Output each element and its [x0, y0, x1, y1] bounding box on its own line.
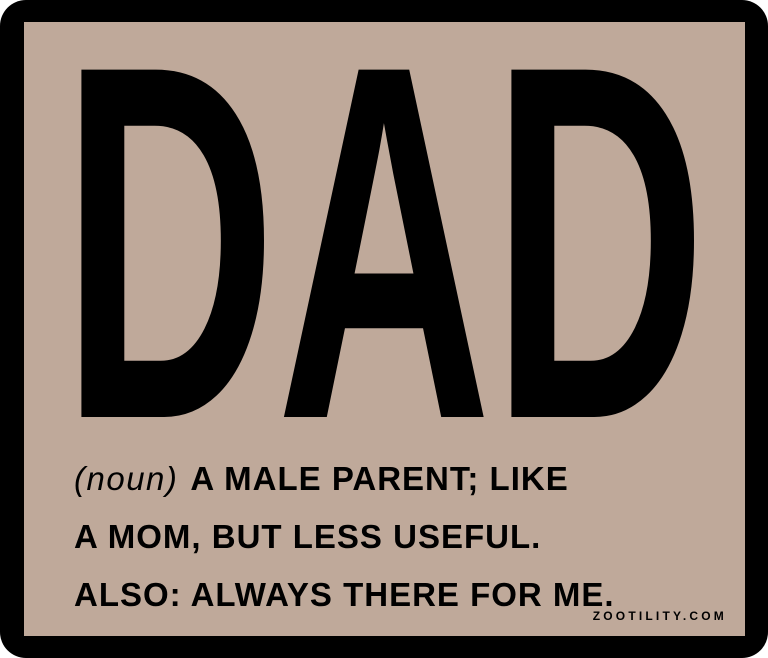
headline-text: DAD [61, 52, 707, 452]
definition-line-3: ALSO: ALWAYS THERE FOR ME. [74, 576, 615, 613]
headline-dad [24, 52, 745, 452]
brand-credit: ZOOTILITY.COM [592, 609, 727, 623]
definition-line-1 [74, 450, 724, 508]
definition-line-2: A MOM, BUT LESS USEFUL. [74, 518, 542, 555]
sticker-panel [24, 22, 745, 636]
part-of-speech: (noun) [74, 460, 179, 497]
definition-block [74, 450, 724, 624]
definition-line-1-text: A MALE PARENT; LIKE [190, 460, 569, 497]
